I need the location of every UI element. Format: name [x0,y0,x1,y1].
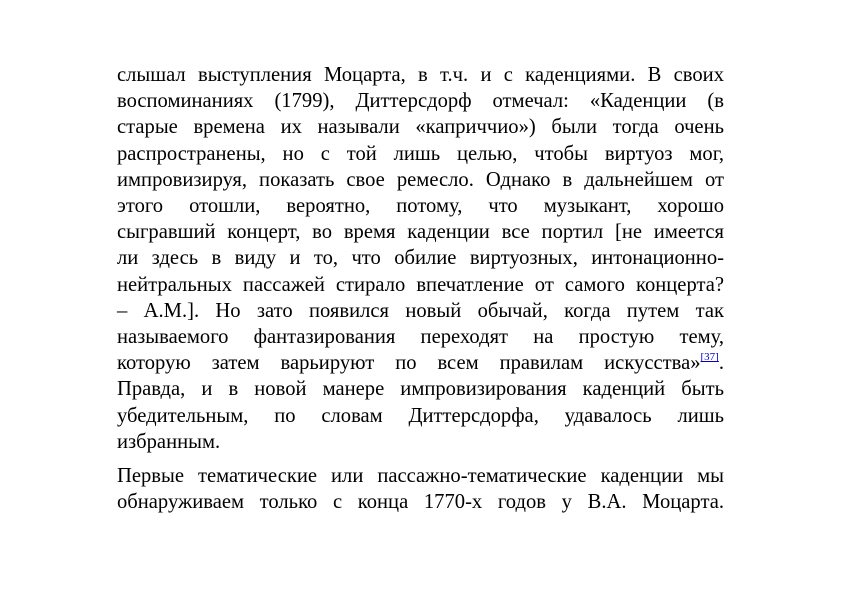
paragraph-1 [117,62,724,455]
text-line: старые времена их называли «каприччио») были тогда очень [117,116,724,139]
text-line: ли здесь в виду и то, что обилие виртуозных, интонационно- [117,247,724,270]
text-line: импровизируя, показать свое ремесло. Однако в дальнейшем от [117,168,724,191]
paragraph-2 [117,463,724,515]
text-line: нейтральных пассажей стирало впечатление от самого концерта? [117,273,724,296]
text-line: обнаруживаем только с конца 1770-х годов у В.А. Моцарта. [117,491,724,514]
text-line: называемого фантазирования переходят на простую тему, [117,326,724,349]
text-line: убедительным, по словам Диттерсдорфа, удавалось лишь [117,404,724,427]
text-segment: которую затем варьируют по всем правилам искусства» [117,352,701,375]
text-line: избранным. [117,430,221,453]
text-line: Правда, и в новой манере импровизирования каденций быть [117,378,724,401]
text-line: этого отошли, вероятно, потому, что музыкант, хорошо [117,195,724,218]
text-body [117,62,724,515]
text-line-with-footnote [117,350,724,376]
text-line: – А.М.]. Но зато появился новый обычай, когда путем так [117,299,724,322]
text-line: слышал выступления Моцарта, в т.ч. и с каденциями. В своих [117,64,724,86]
text-line: воспоминаниях (1799), Диттерсдорф отмечал: «Каденции (в [117,90,724,113]
text-line: распространены, но с той лишь целью, чтобы виртуоз мог, [117,142,724,165]
footnote-link-37[interactable]: [37] [700,351,719,364]
text-segment: . [718,352,724,375]
text-line: сыгравший концерт, во время каденции все портил [не имеется [117,221,724,244]
text-line: Первые тематические или пассажно-тематические каденции мы [117,465,724,488]
